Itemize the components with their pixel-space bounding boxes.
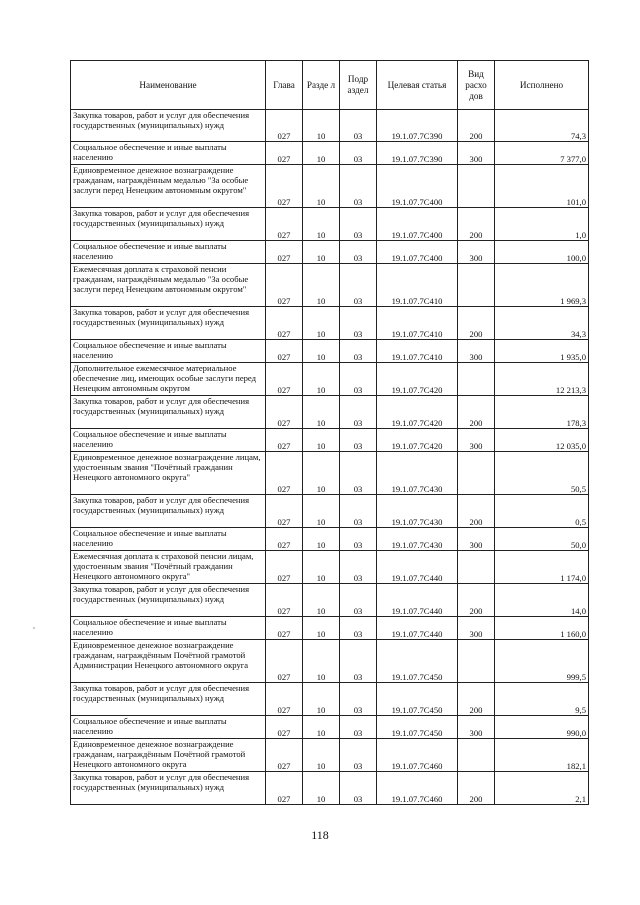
row-target: 19.1.07.7С450 [377,640,458,683]
row-subsection: 03 [340,429,377,452]
row-subsection: 03 [340,307,377,340]
row-expense-type: 200 [458,208,495,241]
table-row [71,683,589,716]
row-chapter: 027 [266,495,303,528]
row-name: Ежемесячная доплата к страховой пенсии лицам, удостоенным звания "Почётный гражданин Ненецкого автономного округа" [71,551,266,584]
row-section: 10 [303,617,340,640]
table-row [71,495,589,528]
row-chapter: 027 [266,340,303,363]
row-name: Закупка товаров, работ и услуг для обеспечения государственных (муниципальных) нужд [71,396,266,429]
row-subsection: 03 [340,241,377,264]
row-subsection: 03 [340,528,377,551]
table-row [71,772,589,805]
row-subsection: 03 [340,264,377,307]
row-name: Закупка товаров, работ и услуг для обеспечения государственных (муниципальных) нужд [71,495,266,528]
row-chapter: 027 [266,551,303,584]
row-target: 19.1.07.7С420 [377,363,458,396]
row-subsection: 03 [340,640,377,683]
row-amount: 50,0 [495,528,589,551]
row-subsection: 03 [340,110,377,142]
row-expense-type: 200 [458,110,495,142]
row-expense-type [458,363,495,396]
table-row [71,241,589,264]
row-amount: 9,5 [495,683,589,716]
row-target: 19.1.07.7С430 [377,495,458,528]
row-name: Единовременное денежное вознаграждение гражданам, награждённым медалью "За особые заслуги перед Ненецким автономным округом" [71,165,266,208]
row-chapter: 027 [266,772,303,805]
row-amount: 999,5 [495,640,589,683]
row-subsection: 03 [340,142,377,165]
row-name: Закупка товаров, работ и услуг для обеспечения государственных (муниципальных) нужд [71,683,266,716]
row-subsection: 03 [340,617,377,640]
row-expense-type [458,264,495,307]
row-target: 19.1.07.7С410 [377,264,458,307]
row-amount: 34,3 [495,307,589,340]
row-amount: 1 935,0 [495,340,589,363]
row-section: 10 [303,584,340,617]
row-subsection: 03 [340,396,377,429]
scan-speck [33,627,35,629]
row-expense-type: 200 [458,584,495,617]
row-section: 10 [303,772,340,805]
row-expense-type: 300 [458,716,495,739]
row-section: 10 [303,396,340,429]
row-name: Закупка товаров, работ и услуг для обеспечения государственных (муниципальных) нужд [71,208,266,241]
table-row [71,208,589,241]
row-chapter: 027 [266,241,303,264]
table-row [71,617,589,640]
row-section: 10 [303,452,340,495]
header-target: Целевая статья [377,61,458,110]
row-target: 19.1.07.7С440 [377,584,458,617]
row-name: Социальное обеспечение и иные выплаты населению [71,241,266,264]
row-amount: 178,3 [495,396,589,429]
row-chapter: 027 [266,452,303,495]
row-subsection: 03 [340,495,377,528]
row-target: 19.1.07.7С440 [377,617,458,640]
row-expense-type: 200 [458,495,495,528]
row-amount: 101,0 [495,165,589,208]
row-chapter: 027 [266,683,303,716]
row-subsection: 03 [340,683,377,716]
row-name: Дополнительное ежемесячное материальное обеспечение лиц, имеющих особые заслуги перед Ненецким автономным округом [71,363,266,396]
row-section: 10 [303,264,340,307]
table-row [71,264,589,307]
row-section: 10 [303,683,340,716]
table-row [71,307,589,340]
row-section: 10 [303,739,340,772]
table-row [71,739,589,772]
page-number: 118 [311,828,329,842]
budget-execution-table [70,60,589,805]
row-name: Социальное обеспечение и иные выплаты населению [71,617,266,640]
row-chapter: 027 [266,307,303,340]
row-section: 10 [303,429,340,452]
row-chapter: 027 [266,716,303,739]
row-chapter: 027 [266,264,303,307]
row-section: 10 [303,640,340,683]
row-amount: 990,0 [495,716,589,739]
row-section: 10 [303,340,340,363]
row-target: 19.1.07.7С460 [377,739,458,772]
row-name: Социальное обеспечение и иные выплаты населению [71,340,266,363]
row-name: Закупка товаров, работ и услуг для обеспечения государственных (муниципальных) нужд [71,584,266,617]
row-amount: 0,5 [495,495,589,528]
row-target: 19.1.07.7С450 [377,716,458,739]
row-target: 19.1.07.7С410 [377,340,458,363]
row-name: Ежемесячная доплата к страховой пенсии гражданам, награждённым медалью "За особые заслуги перед Ненецким автономным округом" [71,264,266,307]
table-header-row [71,61,589,110]
row-subsection: 03 [340,363,377,396]
row-chapter: 027 [266,429,303,452]
row-amount: 1 174,0 [495,551,589,584]
row-subsection: 03 [340,772,377,805]
row-section: 10 [303,110,340,142]
row-expense-type: 200 [458,683,495,716]
row-chapter: 027 [266,617,303,640]
row-name: Социальное обеспечение и иные выплаты населению [71,142,266,165]
row-amount: 74,3 [495,110,589,142]
row-section: 10 [303,142,340,165]
table-row [71,396,589,429]
row-target: 19.1.07.7С450 [377,683,458,716]
row-target: 19.1.07.7С410 [377,307,458,340]
row-expense-type: 200 [458,307,495,340]
header-expense-type: Вид расхо дов [458,61,495,110]
row-name: Единовременное денежное вознаграждение лицам, удостоенным звания "Почётный гражданин Ненецкого автономного округа" [71,452,266,495]
header-subsection: Подр аздел [340,61,377,110]
table-row [71,528,589,551]
row-name: Единовременное денежное вознаграждение гражданам, награждённым Почётной грамотой Администрации Ненецкого автономного округа [71,640,266,683]
table-row [71,640,589,683]
header-chapter: Глава [266,61,303,110]
row-target: 19.1.07.7С400 [377,241,458,264]
row-target: 19.1.07.7С390 [377,142,458,165]
row-target: 19.1.07.7С420 [377,396,458,429]
row-chapter: 027 [266,584,303,617]
table-row [71,551,589,584]
header-name: Наименование [71,61,266,110]
row-expense-type: 300 [458,241,495,264]
row-expense-type: 300 [458,528,495,551]
row-expense-type [458,452,495,495]
row-subsection: 03 [340,165,377,208]
row-chapter: 027 [266,640,303,683]
row-amount: 7 377,0 [495,142,589,165]
row-subsection: 03 [340,340,377,363]
row-section: 10 [303,165,340,208]
table-row [71,340,589,363]
row-amount: 12 035,0 [495,429,589,452]
row-name: Закупка товаров, работ и услуг для обеспечения государственных (муниципальных) нужд [71,307,266,340]
row-section: 10 [303,495,340,528]
row-expense-type: 300 [458,429,495,452]
row-name: Закупка товаров, работ и услуг для обеспечения государственных (муниципальных) нужд [71,110,266,142]
table-row [71,429,589,452]
row-expense-type [458,165,495,208]
row-subsection: 03 [340,739,377,772]
header-executed: Исполнено [495,61,589,110]
row-amount: 50,5 [495,452,589,495]
row-section: 10 [303,716,340,739]
row-chapter: 027 [266,110,303,142]
row-amount: 1,0 [495,208,589,241]
row-chapter: 027 [266,142,303,165]
row-amount: 1 160,0 [495,617,589,640]
row-name: Социальное обеспечение и иные выплаты населению [71,528,266,551]
row-section: 10 [303,241,340,264]
row-amount: 2,1 [495,772,589,805]
table-row [71,165,589,208]
row-expense-type: 300 [458,617,495,640]
row-chapter: 027 [266,208,303,241]
row-name: Социальное обеспечение и иные выплаты населению [71,716,266,739]
row-amount: 12 213,3 [495,363,589,396]
row-name: Единовременное денежное вознаграждение гражданам, награждённым Почётной грамотой Ненецкого автономного округа [71,739,266,772]
row-chapter: 027 [266,396,303,429]
row-target: 19.1.07.7С420 [377,429,458,452]
row-amount: 1 969,3 [495,264,589,307]
row-expense-type [458,640,495,683]
row-expense-type: 300 [458,340,495,363]
row-section: 10 [303,363,340,396]
row-amount: 182,1 [495,739,589,772]
table-body [71,110,589,805]
row-target: 19.1.07.7С390 [377,110,458,142]
row-target: 19.1.07.7С430 [377,452,458,495]
table-row [71,452,589,495]
row-section: 10 [303,551,340,584]
header-section: Разде л [303,61,340,110]
table-row [71,142,589,165]
row-subsection: 03 [340,551,377,584]
row-expense-type: 200 [458,772,495,805]
row-chapter: 027 [266,363,303,396]
row-subsection: 03 [340,716,377,739]
table-row [71,584,589,617]
row-subsection: 03 [340,208,377,241]
row-subsection: 03 [340,584,377,617]
row-expense-type [458,739,495,772]
row-target: 19.1.07.7С440 [377,551,458,584]
row-chapter: 027 [266,739,303,772]
row-name: Закупка товаров, работ и услуг для обеспечения государственных (муниципальных) нужд [71,772,266,805]
table-row [71,716,589,739]
row-expense-type [458,551,495,584]
row-subsection: 03 [340,452,377,495]
row-amount: 100,0 [495,241,589,264]
row-target: 19.1.07.7С460 [377,772,458,805]
row-name: Социальное обеспечение и иные выплаты населению [71,429,266,452]
row-expense-type: 200 [458,396,495,429]
row-section: 10 [303,528,340,551]
table-row [71,110,589,142]
row-expense-type: 300 [458,142,495,165]
row-target: 19.1.07.7С400 [377,165,458,208]
row-section: 10 [303,208,340,241]
table-row [71,363,589,396]
row-chapter: 027 [266,528,303,551]
row-amount: 14,0 [495,584,589,617]
row-target: 19.1.07.7С400 [377,208,458,241]
row-target: 19.1.07.7С430 [377,528,458,551]
row-section: 10 [303,307,340,340]
row-chapter: 027 [266,165,303,208]
